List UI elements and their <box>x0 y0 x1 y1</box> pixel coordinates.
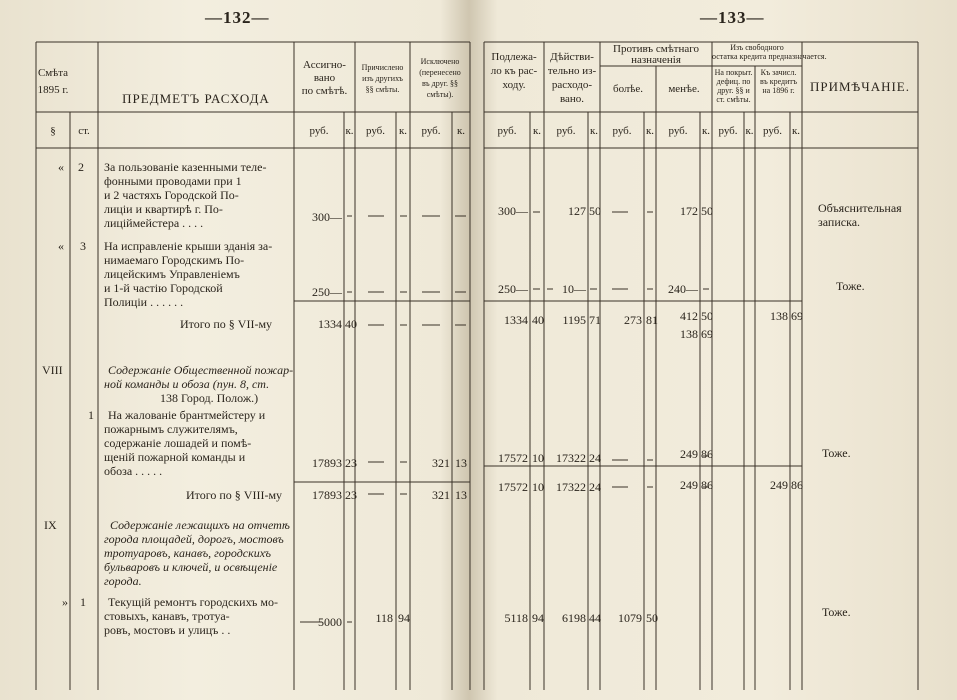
r-row-3-actual-rub: 17322 <box>556 451 586 465</box>
section-viii-title-2: ной команды и обоза (пун. 8, ст. <box>104 377 270 391</box>
section-ix-title-2: города площадей, дорогъ, мостовъ <box>104 532 284 546</box>
header-against-2: назначенія <box>631 54 681 66</box>
r-total-vii-less-kop: 50 <box>701 309 713 323</box>
r-row-2-due-rub: 250— <box>498 282 528 296</box>
header-cover-2: дефиц. по <box>716 77 751 86</box>
r-total-viii-actual-rub: 17322 <box>556 480 586 494</box>
r-row-4-note: Тоже. <box>822 605 851 619</box>
header-cover-1: На покрыт. <box>714 68 753 77</box>
section-viii-title-1: Содержаніе Общественной пожар- <box>108 363 294 377</box>
header-excluded-2: (перенесено <box>419 68 461 77</box>
r-total-vii-actual-kop: 71 <box>589 313 601 327</box>
section-ix-title-1: Содержаніе лежащихъ на отчетѣ <box>110 518 290 532</box>
header-assigned-1: Ассигно- <box>303 59 346 71</box>
r-row-1-note-1: Объяснительная <box>818 201 902 215</box>
r-row-1-note-2: записка. <box>818 215 861 229</box>
row-3-text-2: пожарнымъ служителямъ, <box>104 422 238 436</box>
row-3-excluded-kop: 13 <box>455 456 467 470</box>
r-row-4-more-kop: 50 <box>646 611 658 625</box>
header-notes: ПРИМѢЧАНІЕ. <box>809 79 911 94</box>
header-actual-2: тельно из- <box>547 65 597 77</box>
row-3-text-5: обоза . . . . . <box>104 464 163 478</box>
unit-rub: руб. <box>556 125 576 137</box>
header-smeta: Смѣта <box>37 67 69 79</box>
header-smeta-year: 1895 г. <box>37 84 69 96</box>
row-3-text-1: На жалованіе брантмейстеру и <box>108 408 266 422</box>
header-assigned-3: по смѣтѣ. <box>301 85 348 97</box>
header-due-3: ходу. <box>502 79 526 91</box>
total-viii-excluded-rub: 321 <box>432 488 450 502</box>
r-total-vii-more-rub: 273 <box>624 313 642 327</box>
total-viii-label: Итого по § VIII-му <box>186 488 283 502</box>
unit-rub: руб. <box>762 125 783 137</box>
row-4-text-3: ровъ, мостовъ и улицъ . . <box>104 623 231 637</box>
section-ix-title-4: бульваровъ и ключей, и освѣщеніе <box>104 560 278 574</box>
row-2-paragraph: « <box>58 239 64 253</box>
r-total-viii-credit-kop: 86 <box>791 478 803 492</box>
header-free-2: остатка кредита предназначается. <box>712 52 827 61</box>
r-total-vii-less-kop-2: 69 <box>701 327 713 341</box>
r-row-1-less-rub: 172 <box>680 204 698 218</box>
r-total-viii-less-rub: 249 <box>680 478 698 492</box>
unit-rub: руб. <box>668 125 688 137</box>
header-against-1: Противъ смѣтнаго <box>613 43 699 55</box>
row-2-article: 3 <box>80 239 86 253</box>
unit-kop: к. <box>589 125 599 137</box>
unit-kop: к. <box>791 125 801 137</box>
header-added-1: Причислено <box>361 63 404 72</box>
unit-kop: к. <box>456 125 466 137</box>
unit-kop: к. <box>345 125 354 137</box>
row-4-article: 1 <box>80 595 86 609</box>
r-total-vii-less-rub-2: 138 <box>680 327 698 341</box>
total-viii-excluded-kop: 13 <box>455 488 467 502</box>
header-assigned-2: вано <box>313 72 336 84</box>
r-row-3-less-rub: 249 <box>680 447 698 461</box>
r-total-viii-credit-rub: 249 <box>770 478 788 492</box>
r-row-1-less-kop: 50 <box>701 204 713 218</box>
header-due-1: Подлежа- <box>491 51 537 63</box>
header-actual-1: Дѣйстви- <box>550 51 594 63</box>
r-row-3-note: Тоже. <box>822 446 851 460</box>
section-ix-numeral: IX <box>44 518 57 532</box>
header-credit-3: на 1896 г. <box>762 86 795 95</box>
row-2-text-2: нимаемаго Городскимъ По- <box>104 253 245 267</box>
row-3-assigned-kop: 23 <box>345 456 357 470</box>
unit-rub: руб. <box>421 125 441 137</box>
row-3-text-3: содержаніе лошадей и помѣ- <box>104 436 252 450</box>
header-actual-3: расходо- <box>551 79 593 91</box>
row-1-assigned-rub: 300— <box>312 210 342 224</box>
r-row-1-actual-kop: 50 <box>589 204 601 218</box>
unit-kop: к. <box>532 125 542 137</box>
unit-rub: руб. <box>612 125 632 137</box>
header-actual-4: вано. <box>559 93 585 105</box>
r-total-vii-more-kop: 81 <box>646 313 658 327</box>
row-3-excluded-rub: 321 <box>432 456 450 470</box>
r-total-viii-due-kop: 10 <box>532 480 544 494</box>
header-subject: ПРЕДМЕТЪ РАСХОДА <box>122 91 270 106</box>
row-3-article: 1 <box>88 408 94 422</box>
row-4-text-2: стовыхъ, канавъ, тротуа- <box>104 609 230 623</box>
header-credit-2: въ кредитъ <box>759 77 798 86</box>
r-row-4-due-rub: 5118 <box>504 611 528 625</box>
row-1-article: 2 <box>78 160 84 174</box>
r-row-1-actual-rub: 127 <box>568 204 586 218</box>
unit-kop: к. <box>398 125 408 137</box>
header-added-2: изъ другихъ <box>362 74 403 83</box>
total-vii-label: Итого по § VII-му <box>180 317 273 331</box>
header-cover-3: друг. §§ и <box>717 86 750 95</box>
row-1-text-5: лиціймейстера . . . . <box>104 216 204 230</box>
r-row-2-less-rub: 240— <box>668 282 698 296</box>
total-vii-kop: 40 <box>345 317 357 331</box>
unit-kop: к. <box>645 125 655 137</box>
r-row-4-actual-kop: 44 <box>589 611 601 625</box>
r-row-3-due-rub: 17572 <box>498 451 528 465</box>
header-more: болѣе. <box>612 83 644 95</box>
header-paragraph: § <box>50 125 56 137</box>
total-vii-rub: 1334 <box>318 317 342 331</box>
r-row-3-actual-kop: 24 <box>589 451 601 465</box>
header-added-3: §§ смѣты. <box>365 85 400 94</box>
row-1-text-4: лиціи и квартирѣ г. По- <box>104 202 223 216</box>
r-total-vii-less-rub: 412 <box>680 309 698 323</box>
page-number-right: —133— <box>700 8 765 27</box>
header-free-1: Изъ свободного <box>730 43 784 52</box>
r-row-2-note: Тоже. <box>836 279 865 293</box>
row-4-text-1: Текущій ремонтъ городскихъ мо- <box>108 595 278 609</box>
unit-rub: руб. <box>309 125 329 137</box>
r-row-4-actual-rub: 6198 <box>562 611 586 625</box>
header-credit-1: Къ зачисл. <box>760 68 797 77</box>
row-4-added-kop: 94 <box>398 611 410 625</box>
r-row-3-due-kop: 10 <box>532 451 544 465</box>
r-total-viii-actual-kop: 24 <box>589 480 601 494</box>
section-viii-title-3: 138 Город. Полож.) <box>160 391 259 405</box>
row-4-paragraph: » <box>62 595 68 609</box>
row-3-assigned-rub: 17893 <box>312 456 342 470</box>
unit-kop: к. <box>745 125 754 137</box>
total-viii-rub: 17893 <box>312 488 342 502</box>
row-2-text-5: Полиціи . . . . . . <box>104 295 184 309</box>
row-2-text-3: лицейскимъ Управленіемъ <box>104 267 240 281</box>
section-viii-numeral: VIII <box>42 363 63 377</box>
row-1-text-1: За пользованіе казенными теле- <box>104 160 267 174</box>
r-total-vii-due-kop: 40 <box>532 313 544 327</box>
r-row-4-more-rub: 1079 <box>618 611 642 625</box>
unit-rub: руб. <box>497 125 517 137</box>
unit-rub: руб. <box>718 125 738 137</box>
header-excluded-3: въ друг. §§ <box>421 79 459 88</box>
unit-kop: к. <box>701 125 711 137</box>
unit-rub: руб. <box>365 125 386 137</box>
header-due-2: ло къ рас- <box>490 65 538 77</box>
section-ix-title-3: тротуаровъ, канавъ, городскихъ <box>104 546 271 560</box>
r-total-viii-due-rub: 17572 <box>498 480 528 494</box>
r-total-vii-due-rub: 1334 <box>504 313 528 327</box>
header-article: ст. <box>78 125 90 137</box>
row-1-text-2: фонными проводами при 1 <box>104 174 242 188</box>
total-viii-kop: 23 <box>345 488 357 502</box>
row-3-text-4: щеній пожарной команды и <box>104 450 246 464</box>
r-total-vii-credit-rub: 138 <box>770 309 788 323</box>
row-1-text-3: и 2 частяхъ Городской По- <box>104 188 239 202</box>
row-2-assigned-rub: 250— <box>312 285 342 299</box>
page-number-left: —132— <box>205 8 270 27</box>
row-1-paragraph: « <box>58 160 64 174</box>
row-4-added-rub: 118 <box>375 611 393 625</box>
section-ix-title-5: города. <box>104 574 142 588</box>
r-row-3-less-kop: 86 <box>701 447 713 461</box>
header-excluded-1: Исключено <box>420 57 460 66</box>
r-row-1-due-rub: 300— <box>498 204 528 218</box>
r-row-4-due-kop: 94 <box>532 611 544 625</box>
r-total-vii-credit-kop: 69 <box>791 309 803 323</box>
header-cover-4: ст. смѣты. <box>716 95 751 104</box>
header-excluded-4: смѣты). <box>426 90 454 99</box>
row-2-text-4: и 1-й частію Городской <box>104 281 223 295</box>
header-less: менѣе. <box>668 83 700 95</box>
r-total-viii-less-kop: 86 <box>701 478 713 492</box>
r-total-vii-actual-rub: 1195 <box>562 313 586 327</box>
row-2-text-1: На исправленіе крыши зданія за- <box>104 239 273 253</box>
r-row-2-actual-rub: 10— <box>562 282 586 296</box>
row-4-assigned-rub: 5000 <box>318 615 342 629</box>
